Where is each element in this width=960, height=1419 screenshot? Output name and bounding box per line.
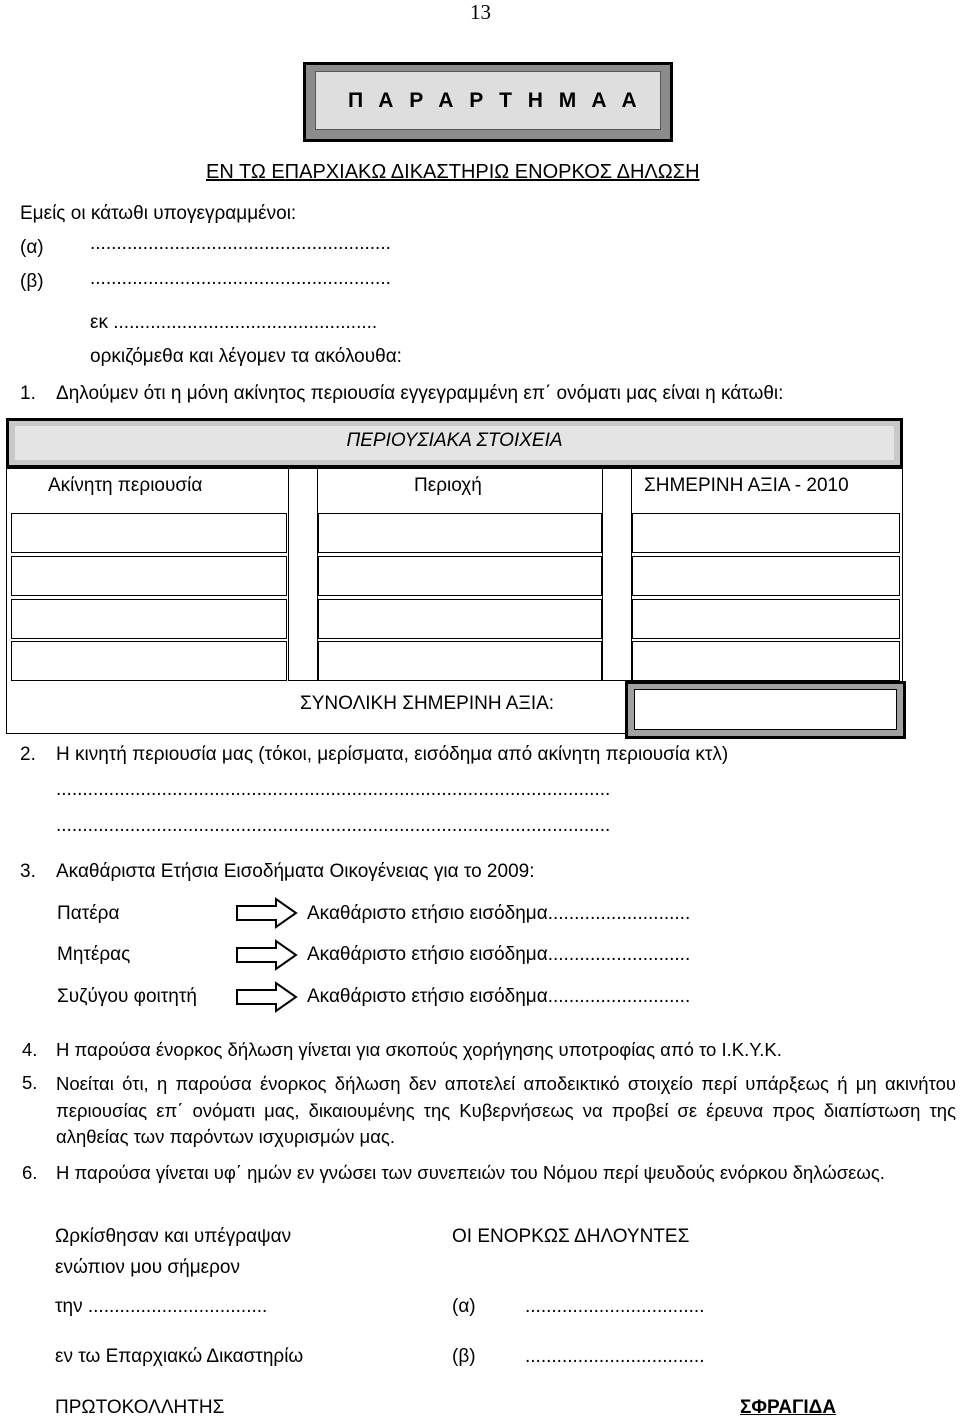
item4-text: Η παρούσα ένορκος δήλωση γίνεται για σκοπούς χορήγησης υποτροφίας από το Ι.Κ.Υ.Κ. (56, 1039, 782, 1060)
right-arrow-icon (236, 939, 298, 971)
table-cell-area-3[interactable] (318, 599, 602, 639)
court-text: εν τω Επαρχιακώ Δικαστηρίω (55, 1346, 304, 1367)
sworn-text-1: Ωρκίσθησαν και υπέγραψαν (55, 1226, 292, 1247)
right-arrow-icon (236, 981, 298, 1013)
oath-text: ορκιζόμεθα και λέγομεν τα ακόλουθα: (90, 346, 402, 367)
appendix-title: Π Α Ρ Α Ρ Τ Η Μ Α Α (315, 71, 661, 130)
signer-b-field[interactable]: ......................................................... (90, 268, 391, 289)
income-field-mother[interactable]: Ακαθάριστο ετήσιο εισόδημα........................... (307, 944, 691, 965)
sign-a-label: (α) (452, 1296, 476, 1317)
item3-text: Ακαθάριστα Ετήσια Εισοδήματα Οικογένειας για το 2009: (56, 861, 535, 882)
table-cell-property-1[interactable] (11, 513, 287, 553)
table-cell-value-3[interactable] (632, 599, 900, 639)
table-cell-value-1[interactable] (632, 513, 900, 553)
income-who-mother: Μητέρας (57, 944, 131, 965)
table-cell-area-1[interactable] (318, 513, 602, 553)
col-header-property: Ακίνητη περιουσία (48, 475, 203, 496)
table-cell-property-4[interactable] (11, 641, 287, 681)
item2-field-1[interactable]: ......................................................................................................... (56, 779, 611, 800)
table-cell-property-3[interactable] (11, 599, 287, 639)
declarants-heading: ΟΙ ΕΝΟΡΚΩΣ ΔΗΛΟΥΝΤΕΣ (452, 1226, 690, 1247)
sign-a-field[interactable]: .................................. (525, 1296, 705, 1317)
appendix-title-box (303, 62, 673, 142)
item5-number: 5. (22, 1072, 38, 1093)
column-divider (602, 469, 632, 681)
ek-field[interactable]: εκ .................................................. (90, 312, 378, 333)
income-who-father: Πατέρα (57, 903, 120, 924)
item1-text: Δηλούμεν ότι η μόνη ακίνητος περιουσία εγγεγραμμένη επ΄ ονόματι μας είναι η κάτωθι: (56, 383, 784, 404)
property-table-title-box (6, 418, 903, 468)
item1-number: 1. (20, 383, 36, 404)
total-value-box (625, 681, 906, 739)
col-header-area: Περιοχή (414, 475, 482, 496)
sign-b-label: (β) (452, 1346, 476, 1367)
table-cell-property-2[interactable] (11, 556, 287, 596)
item5-text: Νοείται ότι, η παρούσα ένορκος δήλωση δεν αποτελεί αποδεικτικό στοιχείο περί υπάρξεως ή μη ακινήτου περιουσίας επ΄ ονόματι μας, δικαιουμένης της Κυβερνήσεως να προβεί σε έρευνα προς διαπίστωση της αληθείας των παρόντων ισχυρισμών μας. (56, 1073, 956, 1147)
date-field[interactable]: την .................................. (55, 1296, 268, 1317)
right-arrow-icon (236, 897, 298, 929)
item2-text: Η κινητή περιουσία μας (τόκοι, μερίσματα, εισόδημα από ακίνητη περιουσία κτλ) (56, 744, 729, 765)
seal-label: ΣΦΡΑΓΙΔΑ (740, 1397, 837, 1418)
sign-b-field[interactable]: .................................. (525, 1346, 705, 1367)
signer-a-label: (α) (20, 237, 44, 258)
signer-b-label: (β) (20, 271, 44, 292)
intro-text: Εμείς οι κάτωθι υπογεγραμμένοι: (20, 203, 297, 224)
income-field-spouse[interactable]: Ακαθάριστο ετήσιο εισόδημα........................... (307, 986, 691, 1007)
item6-number: 6. (22, 1162, 38, 1183)
item3-number: 3. (20, 861, 36, 882)
item6-text: Η παρούσα γίνεται υφ΄ ημών εν γνώσει των συνεπειών του Νόμου περί ψευδούς ενόρκου δηλώσεως. (56, 1162, 885, 1183)
income-field-father[interactable]: Ακαθάριστο ετήσιο εισόδημα........................... (307, 903, 691, 924)
table-cell-value-2[interactable] (632, 556, 900, 596)
table-cell-value-4[interactable] (632, 641, 900, 681)
page-number: 13 (470, 0, 491, 24)
column-divider (288, 469, 318, 681)
sworn-text-2: ενώπιον μου σήμερον (55, 1257, 240, 1278)
total-value-label: ΣΥΝΟΛΙΚΗ ΣΗΜΕΡΙΝΗ ΑΞΙΑ: (300, 693, 555, 714)
income-who-spouse: Συζύγου φοιτητή (57, 986, 197, 1007)
registrar-label: ΠΡΩΤΟΚΟΛΛΗΤΗΣ (55, 1397, 225, 1418)
signer-a-field[interactable]: ......................................................... (90, 233, 391, 254)
table-cell-area-2[interactable] (318, 556, 602, 596)
item4-number: 4. (22, 1039, 38, 1060)
total-value-field[interactable] (634, 689, 897, 730)
table-cell-area-4[interactable] (318, 641, 602, 681)
property-table-title: ΠΕΡΙΟΥΣΙΑΚΑ ΣΤΟΙΧΕΙΑ (15, 426, 894, 460)
document-heading: ΕΝ ΤΩ ΕΠΑΡΧΙΑΚΩ ΔΙΚΑΣΤΗΡΙΩ ΕΝΟΡΚΟΣ ΔΗΛΩΣΗ (206, 161, 700, 183)
item2-field-2[interactable]: ......................................................................................................... (56, 815, 611, 836)
col-header-value: ΣΗΜΕΡΙΝΗ ΑΞΙΑ - 2010 (644, 475, 849, 496)
item2-number: 2. (20, 744, 36, 765)
